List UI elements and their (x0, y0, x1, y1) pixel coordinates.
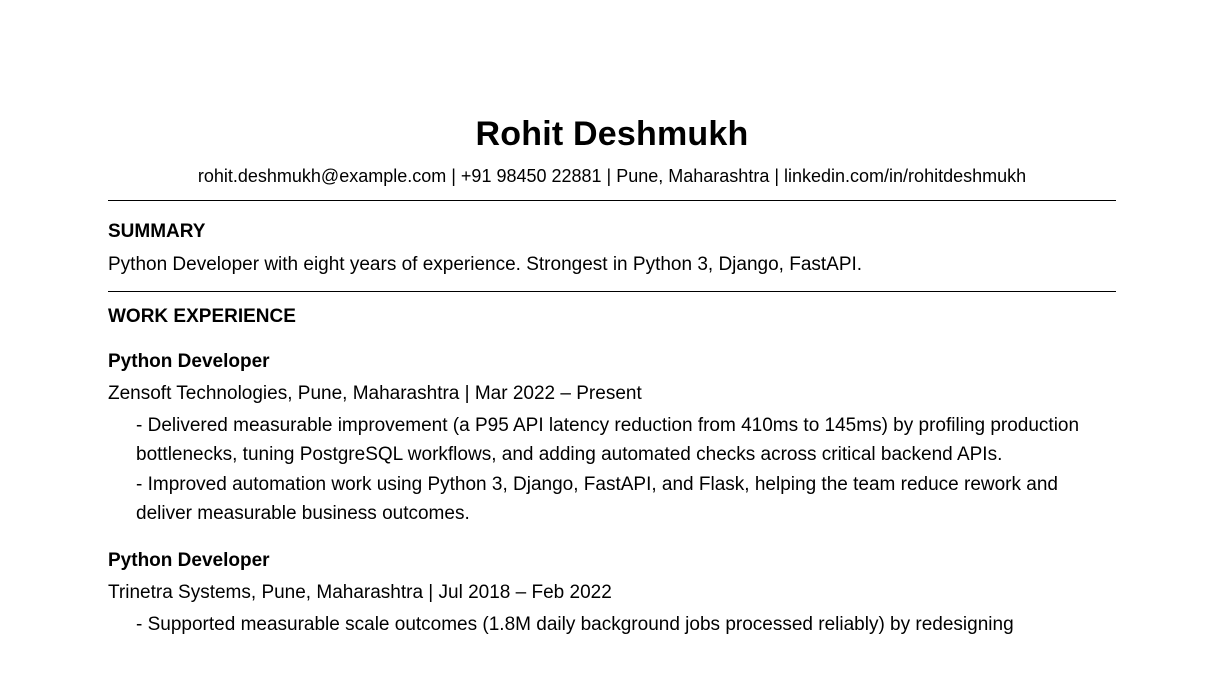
job-bullet: - Supported measurable scale outcomes (1.8M daily background jobs processed reliably) by redesigning (136, 614, 1014, 635)
job-bullet-list (108, 412, 1116, 528)
section-divider (108, 291, 1116, 292)
job-bullet: - Improved automation work using Python 3, Django, FastAPI, and Flask, helping the team reduce rework and deliver measurable business outcomes. (136, 474, 1058, 524)
job-entry (108, 549, 1116, 640)
section-divider (108, 200, 1116, 201)
work-experience-heading: WORK EXPERIENCE (108, 306, 296, 327)
resume-header (0, 0, 1224, 187)
job-bullet: - Delivered measurable improvement (a P95 API latency reduction from 410ms to 145ms) by profiling production bottlenecks, tuning PostgreSQL workflows, and adding automated checks across critical backend APIs. (136, 415, 1080, 465)
job-title: Python Developer (108, 550, 270, 571)
summary-text: Python Developer with eight years of experience. Strongest in Python 3, Django, FastAPI. (108, 254, 863, 275)
job-bullet-list (108, 611, 1116, 640)
job-company-dates: Trinetra Systems, Pune, Maharashtra | Jul 2018 – Feb 2022 (108, 582, 612, 603)
summary-heading: SUMMARY (108, 221, 206, 242)
job-entry (108, 350, 1116, 528)
job-company-dates: Zensoft Technologies, Pune, Maharashtra | Mar 2022 – Present (108, 383, 642, 404)
candidate-name: Rohit Deshmukh (475, 115, 749, 153)
job-title: Python Developer (108, 351, 270, 372)
summary-section (0, 220, 1224, 277)
work-experience-section (0, 305, 1224, 640)
contact-line: rohit.deshmukh@example.com | +91 98450 22881 | Pune, Maharashtra | linkedin.com/in/rohitdeshmukh (197, 166, 1027, 186)
